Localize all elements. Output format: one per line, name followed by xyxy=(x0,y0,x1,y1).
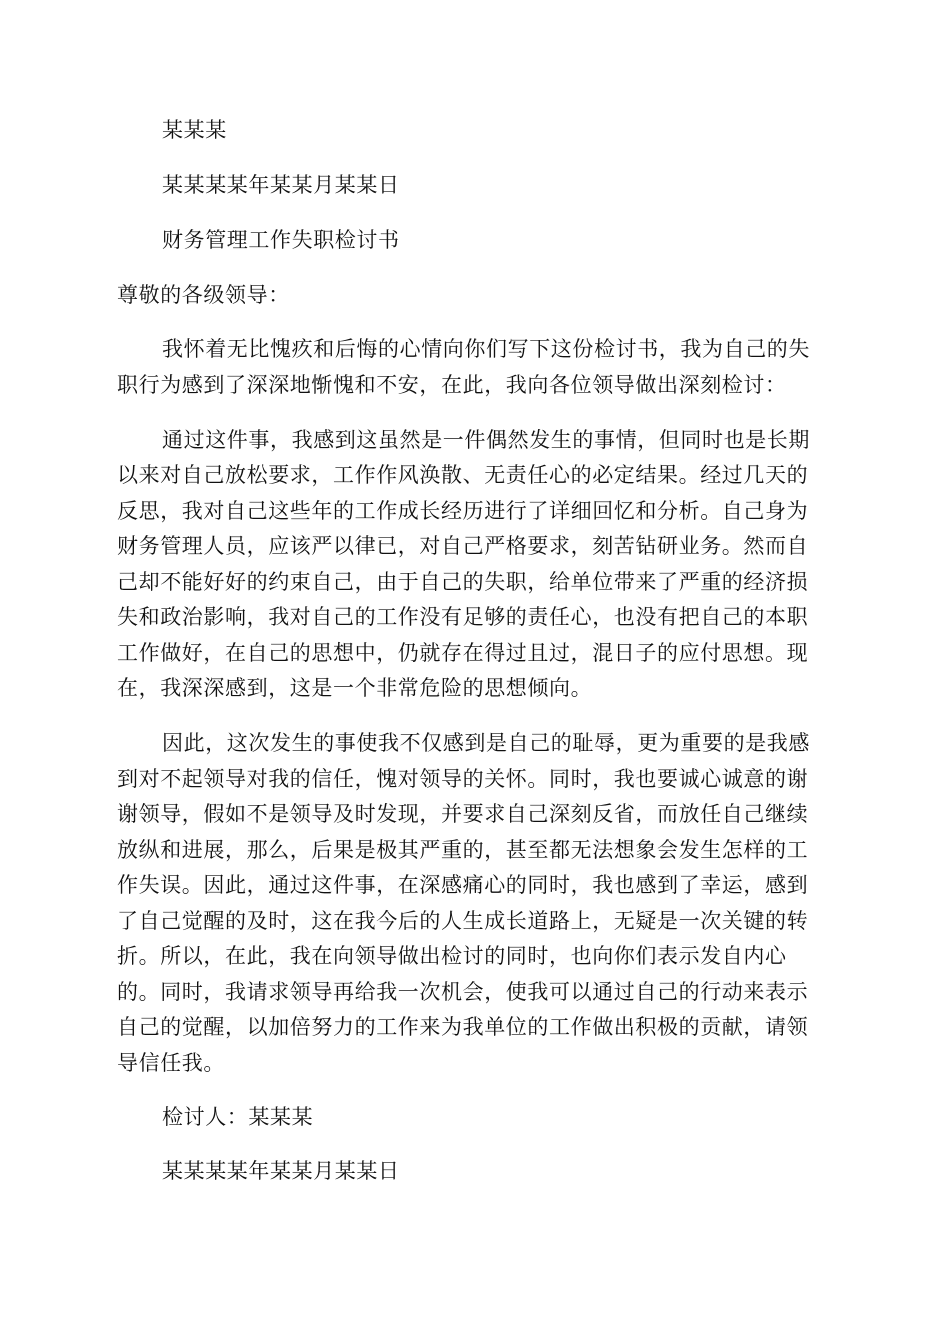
paragraph-3-line: 自己的觉醒，以加倍努力的工作来为我单位的工作做出积极的贡献，请领 xyxy=(117,1015,809,1039)
paragraph-3-line: 的。同时，我请求领导再给我一次机会，使我可以通过自己的行动来表示 xyxy=(117,980,809,1004)
document-title: 财务管理工作失职检讨书 xyxy=(162,228,400,252)
paragraph-3-line: 折。所以，在此，我在向领导做出检讨的同时，也向你们表示发自内心 xyxy=(117,944,787,968)
paragraph-3-line: 因此，这次发生的事使我不仅感到是自己的耻辱，更为重要的是我感 xyxy=(162,731,810,755)
paragraph-3-line: 作失误。因此，通过这件事，在深感痛心的同时，我也感到了幸运，感到 xyxy=(117,873,809,897)
signature: 检讨人：某某某 xyxy=(162,1105,314,1129)
paragraph-2-line: 工作做好，在自己的思想中，仍就存在得过且过，混日子的应付思想。现 xyxy=(117,641,809,665)
paragraph-3-line: 导信任我。 xyxy=(117,1051,225,1075)
paragraph-2-line: 己却不能好好的约束自己，由于自己的失职，给单位带来了严重的经济损 xyxy=(117,570,809,594)
header-name: 某某某 xyxy=(162,118,227,142)
paragraph-1-line: 职行为感到了深深地惭愧和不安，在此，我向各位领导做出深刻检讨： xyxy=(117,373,787,397)
paragraph-3-line: 放纵和进展，那么，后果是极其严重的，甚至都无法想象会发生怎样的工 xyxy=(117,838,809,862)
paragraph-2-line: 失和政治影响，我对自己的工作没有足够的责任心，也没有把自己的本职 xyxy=(117,605,809,629)
header-date: 某某某某年某某月某某日 xyxy=(162,173,400,197)
paragraph-3-line: 到对不起领导对我的信任，愧对领导的关怀。同时，我也要诚心诚意的谢 xyxy=(117,767,809,791)
paragraph-2-line: 通过这件事，我感到这虽然是一件偶然发生的事情，但同时也是长期 xyxy=(162,428,810,452)
footer-date: 某某某某年某某月某某日 xyxy=(162,1159,400,1183)
paragraph-3-line: 了自己觉醒的及时，这在我今后的人生成长道路上，无疑是一次关键的转 xyxy=(117,909,809,933)
paragraph-2-line: 在，我深深感到，这是一个非常危险的思想倾向。 xyxy=(117,676,593,700)
paragraph-2-line: 反思，我对自己这些年的工作成长经历进行了详细回忆和分析。自己身为 xyxy=(117,499,809,523)
paragraph-1-line: 我怀着无比愧疚和后悔的心情向你们写下这份检讨书，我为自己的失 xyxy=(162,337,810,361)
paragraph-2-line: 财务管理人员，应该严以律已，对自己严格要求，刻苦钻研业务。然而自 xyxy=(117,534,809,558)
paragraph-3-line: 谢领导，假如不是领导及时发现，并要求自己深刻反省，而放任自己继续 xyxy=(117,802,809,826)
salutation: 尊敬的各级领导： xyxy=(117,283,290,307)
paragraph-2-line: 以来对自己放松要求，工作作风涣散、无责任心的必定结果。经过几天的 xyxy=(117,463,809,487)
